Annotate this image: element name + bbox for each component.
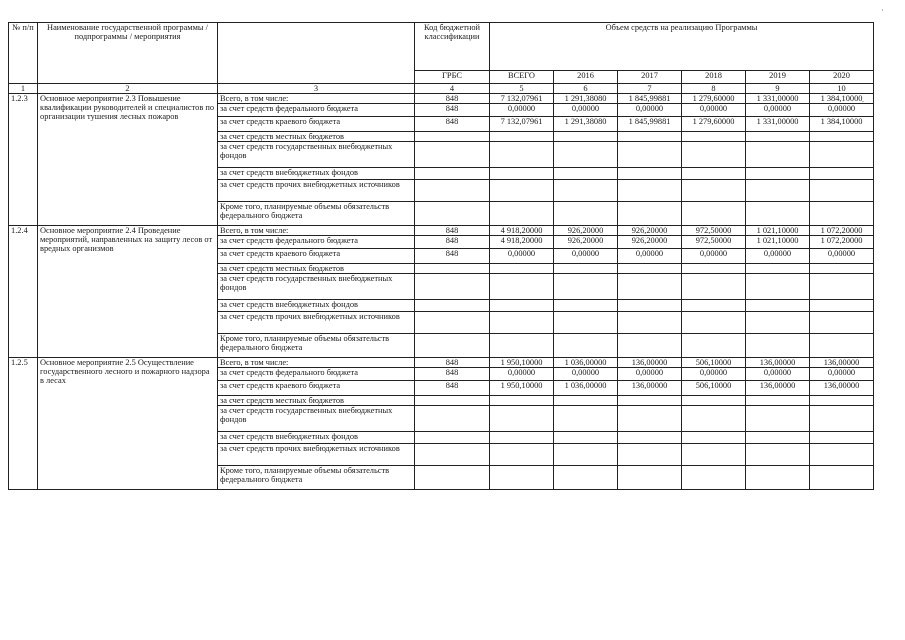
year-value: 0,00000 (746, 249, 810, 264)
column-index: 2 (38, 84, 218, 94)
year-value (746, 132, 810, 142)
year-value (810, 168, 874, 180)
budget-table (8, 22, 874, 490)
funding-source-label: за счет средств федерального бюджета (218, 104, 415, 117)
year-value (746, 274, 810, 300)
year-value: 1 279,60000 (682, 94, 746, 104)
header-year: 2020 (810, 71, 874, 84)
scan-mark: · (881, 6, 884, 15)
header-year: 2016 (554, 71, 618, 84)
year-value: 0,00000 (554, 104, 618, 117)
year-value (810, 300, 874, 312)
year-value (810, 264, 874, 274)
funding-source-label: за счет средств прочих внебюджетных источников (218, 444, 415, 466)
year-value (682, 168, 746, 180)
year-value: 1 021,10000 (746, 236, 810, 249)
total-value: 1 950,10000 (490, 358, 554, 368)
total-value (490, 432, 554, 444)
year-value (682, 132, 746, 142)
funding-source-label: Всего, в том числе: (218, 226, 415, 236)
budget-table-sheet (8, 22, 874, 490)
year-value (618, 142, 682, 168)
year-value (682, 334, 746, 358)
year-value: 0,00000 (618, 104, 682, 117)
total-value (490, 264, 554, 274)
year-value: 1 384,10000 (810, 117, 874, 132)
grbs-code: 848 (415, 358, 490, 368)
year-value: 972,50000 (682, 236, 746, 249)
year-value: 1 072,20000 (810, 236, 874, 249)
year-value (682, 396, 746, 406)
year-value (554, 202, 618, 226)
column-index: 1 (9, 84, 38, 94)
total-value: 7 132,07961 (490, 94, 554, 104)
table-row (9, 358, 874, 368)
header-code: Код бюджетной классификации (415, 23, 490, 71)
total-value (490, 168, 554, 180)
column-index: 3 (218, 84, 415, 94)
grbs-code (415, 202, 490, 226)
year-value: 926,20000 (554, 236, 618, 249)
header-blank (218, 23, 415, 84)
header-year: 2018 (682, 71, 746, 84)
year-value: 1 331,00000 (746, 94, 810, 104)
grbs-code (415, 334, 490, 358)
year-value: 926,20000 (618, 226, 682, 236)
year-value: 972,50000 (682, 226, 746, 236)
total-value (490, 142, 554, 168)
column-index: 10 (810, 84, 874, 94)
year-value (618, 432, 682, 444)
year-value (554, 334, 618, 358)
year-value: 1 021,10000 (746, 226, 810, 236)
year-value: 926,20000 (554, 226, 618, 236)
total-value: 0,00000 (490, 249, 554, 264)
header-year: 2019 (746, 71, 810, 84)
year-value (618, 334, 682, 358)
funding-source-label: Кроме того, планируемые объемы обязательств федерального бюджета (218, 202, 415, 226)
year-value (682, 444, 746, 466)
total-value: 0,00000 (490, 368, 554, 381)
grbs-code (415, 180, 490, 202)
year-value (810, 406, 874, 432)
year-value: 136,00000 (810, 381, 874, 396)
year-value (746, 396, 810, 406)
year-value (682, 142, 746, 168)
year-value (810, 132, 874, 142)
year-value: 0,00000 (810, 104, 874, 117)
column-index: 8 (682, 84, 746, 94)
year-value: 136,00000 (746, 358, 810, 368)
column-index: 4 (415, 84, 490, 94)
total-value: 0,00000 (490, 104, 554, 117)
year-value: 136,00000 (810, 358, 874, 368)
year-value (746, 466, 810, 490)
funding-source-label: за счет средств местных бюджетов (218, 396, 415, 406)
year-value (554, 406, 618, 432)
year-value (746, 432, 810, 444)
grbs-code (415, 300, 490, 312)
year-value (682, 180, 746, 202)
grbs-code (415, 168, 490, 180)
year-value (618, 264, 682, 274)
year-value: 1 036,00000 (554, 358, 618, 368)
year-value: 1 384,10000 (810, 94, 874, 104)
total-value (490, 202, 554, 226)
total-value (490, 180, 554, 202)
year-value: 0,00000 (618, 368, 682, 381)
year-value (618, 168, 682, 180)
year-value (618, 444, 682, 466)
header-grbs: ГРБС (415, 71, 490, 84)
year-value (554, 432, 618, 444)
year-value (682, 202, 746, 226)
funding-source-label: Всего, в том числе: (218, 94, 415, 104)
year-value (810, 312, 874, 334)
year-value (618, 466, 682, 490)
year-value: 1 072,20000 (810, 226, 874, 236)
year-value: 1 331,00000 (746, 117, 810, 132)
year-value (618, 300, 682, 312)
grbs-code (415, 142, 490, 168)
column-index: 6 (554, 84, 618, 94)
total-value: 7 132,07961 (490, 117, 554, 132)
year-value (618, 312, 682, 334)
year-value: 0,00000 (682, 368, 746, 381)
year-value (554, 444, 618, 466)
row-number: 1.2.5 (9, 358, 38, 490)
funding-source-label: Кроме того, планируемые объемы обязательств федерального бюджета (218, 334, 415, 358)
grbs-code (415, 132, 490, 142)
year-value (682, 300, 746, 312)
year-value: 1 845,99881 (618, 117, 682, 132)
year-value (618, 406, 682, 432)
year-value: 1 845,99881 (618, 94, 682, 104)
table-row (9, 94, 874, 104)
year-value: 136,00000 (746, 381, 810, 396)
year-value: 1 036,00000 (554, 381, 618, 396)
grbs-code (415, 466, 490, 490)
year-value: 1 291,38080 (554, 117, 618, 132)
funding-source-label: Всего, в том числе: (218, 358, 415, 368)
grbs-code: 848 (415, 226, 490, 236)
total-value (490, 132, 554, 142)
year-value: 0,00000 (554, 249, 618, 264)
funding-source-label: за счет средств краевого бюджета (218, 381, 415, 396)
total-value (490, 300, 554, 312)
grbs-code (415, 264, 490, 274)
total-value (490, 334, 554, 358)
year-value (810, 432, 874, 444)
year-value (810, 142, 874, 168)
year-value (746, 300, 810, 312)
total-value (490, 406, 554, 432)
year-value (554, 142, 618, 168)
year-value (554, 264, 618, 274)
year-value: 1 279,60000 (682, 117, 746, 132)
total-value (490, 396, 554, 406)
funding-source-label: за счет средств местных бюджетов (218, 264, 415, 274)
funding-source-label: за счет средств прочих внебюджетных источников (218, 180, 415, 202)
year-value (746, 334, 810, 358)
total-value: 4 918,20000 (490, 226, 554, 236)
column-index: 7 (618, 84, 682, 94)
funding-source-label: за счет средств внебюджетных фондов (218, 300, 415, 312)
grbs-code: 848 (415, 94, 490, 104)
year-value (810, 444, 874, 466)
row-number: 1.2.4 (9, 226, 38, 358)
funding-source-label: за счет средств государственных внебюджетных фондов (218, 274, 415, 300)
year-value: 506,10000 (682, 381, 746, 396)
header-nn: № п/п (9, 23, 38, 84)
year-value (618, 274, 682, 300)
funding-source-label: за счет средств краевого бюджета (218, 249, 415, 264)
measure-name: Основное мероприятие 2.4 Проведение мероприятий, направленных на защиту лесов от вредных организмов (38, 226, 218, 358)
total-value (490, 274, 554, 300)
year-value (554, 274, 618, 300)
year-value (554, 396, 618, 406)
year-value: 0,00000 (810, 249, 874, 264)
funding-source-label: за счет средств прочих внебюджетных источников (218, 312, 415, 334)
grbs-code (415, 444, 490, 466)
year-value (554, 312, 618, 334)
funding-source-label: за счет средств федерального бюджета (218, 236, 415, 249)
year-value: 1 291,38080 (554, 94, 618, 104)
grbs-code (415, 274, 490, 300)
year-value (618, 396, 682, 406)
grbs-code: 848 (415, 249, 490, 264)
year-value (746, 406, 810, 432)
year-value (554, 132, 618, 142)
year-value (746, 264, 810, 274)
grbs-code: 848 (415, 117, 490, 132)
year-value: 506,10000 (682, 358, 746, 368)
year-value (682, 406, 746, 432)
year-value (746, 202, 810, 226)
year-value (554, 466, 618, 490)
year-value (746, 168, 810, 180)
funding-source-label: за счет средств местных бюджетов (218, 132, 415, 142)
year-value: 136,00000 (618, 358, 682, 368)
measure-name: Основное мероприятие 2.5 Осуществление государственного лесного и пожарного надзора в лесах (38, 358, 218, 490)
year-value: 0,00000 (554, 368, 618, 381)
year-value (618, 132, 682, 142)
year-value: 926,20000 (618, 236, 682, 249)
year-value (554, 300, 618, 312)
year-value (810, 180, 874, 202)
column-index: 5 (490, 84, 554, 94)
funding-source-label: за счет средств краевого бюджета (218, 117, 415, 132)
measure-name: Основное мероприятие 2.3 Повышение квалификации руководителей и специалистов по организации тушения лесных пожаров (38, 94, 218, 226)
year-value (554, 180, 618, 202)
total-value: 4 918,20000 (490, 236, 554, 249)
year-value (682, 274, 746, 300)
year-value (810, 334, 874, 358)
year-value (810, 396, 874, 406)
grbs-code (415, 432, 490, 444)
grbs-code: 848 (415, 381, 490, 396)
year-value (746, 312, 810, 334)
year-value (682, 432, 746, 444)
funding-source-label: за счет средств государственных внебюджетных фондов (218, 142, 415, 168)
total-value (490, 466, 554, 490)
year-value (810, 202, 874, 226)
grbs-code (415, 406, 490, 432)
header-name: Наименование государственной программы / подпрограммы / мероприятия (38, 23, 218, 84)
total-value (490, 444, 554, 466)
table-row (9, 226, 874, 236)
header-total: ВСЕГО (490, 71, 554, 84)
year-value (746, 180, 810, 202)
year-value (618, 180, 682, 202)
grbs-code: 848 (415, 368, 490, 381)
grbs-code (415, 396, 490, 406)
funding-source-label: за счет средств внебюджетных фондов (218, 432, 415, 444)
year-value (682, 466, 746, 490)
header-year: 2017 (618, 71, 682, 84)
total-value (490, 312, 554, 334)
funding-source-label: за счет средств федерального бюджета (218, 368, 415, 381)
year-value (810, 466, 874, 490)
funding-source-label: за счет средств государственных внебюджетных фондов (218, 406, 415, 432)
year-value: 136,00000 (618, 381, 682, 396)
year-value (618, 202, 682, 226)
year-value: 0,00000 (618, 249, 682, 264)
year-value: 0,00000 (810, 368, 874, 381)
year-value (682, 312, 746, 334)
funding-source-label: Кроме того, планируемые объемы обязательств федерального бюджета (218, 466, 415, 490)
year-value (810, 274, 874, 300)
funding-source-label: за счет средств внебюджетных фондов (218, 168, 415, 180)
year-value: 0,00000 (746, 368, 810, 381)
year-value: 0,00000 (746, 104, 810, 117)
year-value (682, 264, 746, 274)
year-value (746, 142, 810, 168)
row-number: 1.2.3 (9, 94, 38, 226)
grbs-code: 848 (415, 236, 490, 249)
year-value (746, 444, 810, 466)
year-value: 0,00000 (682, 104, 746, 117)
grbs-code: 848 (415, 104, 490, 117)
year-value (554, 168, 618, 180)
header-volume: Объем средств на реализацию Программы (490, 23, 874, 71)
column-index: 9 (746, 84, 810, 94)
grbs-code (415, 312, 490, 334)
year-value: 0,00000 (682, 249, 746, 264)
scan-mark: . (862, 95, 864, 104)
total-value: 1 950,10000 (490, 381, 554, 396)
